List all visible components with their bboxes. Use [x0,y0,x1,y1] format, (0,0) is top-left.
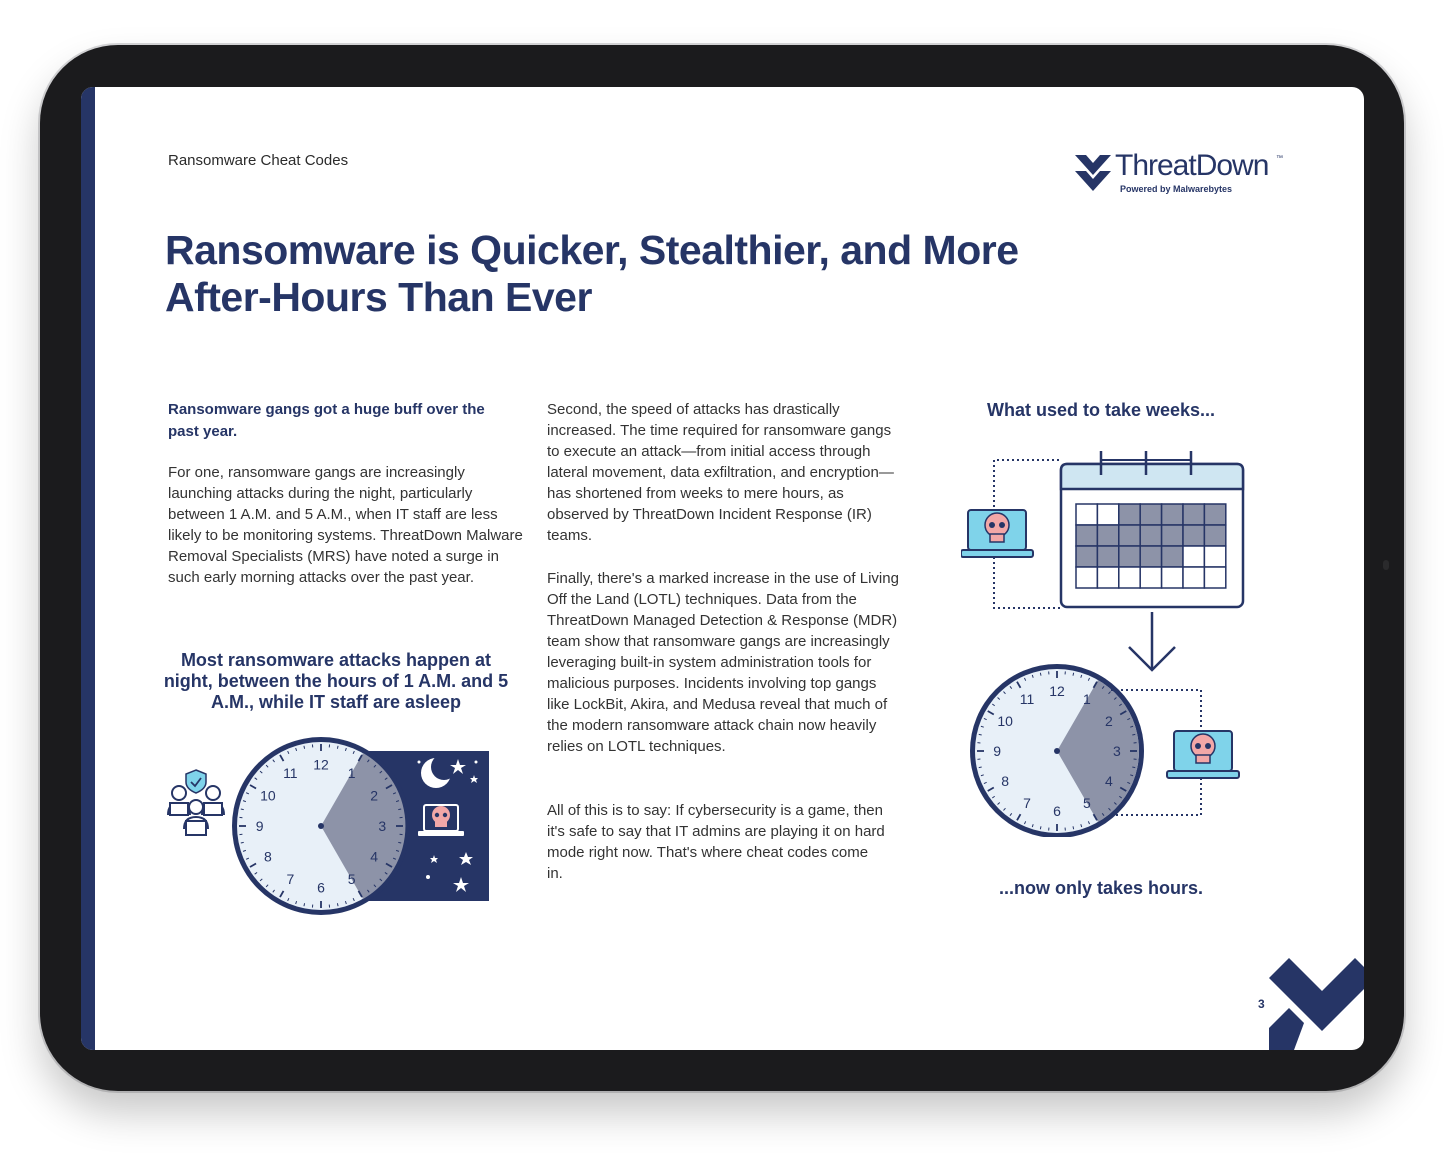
hours-label: ...now only takes hours. [998,878,1204,898]
logo-trademark: ™ [1276,155,1283,162]
shield-check-icon [186,770,206,793]
calendar-day-cell [1119,567,1140,588]
calendar-day-cell [1076,567,1097,588]
calendar-day-cell [1183,546,1204,567]
column1-lead: Ransomware gangs got a huge buff over the past year. [168,401,485,440]
calendar-day-cell [1162,525,1183,546]
clock-number: 11 [1019,691,1035,708]
calendar-day-cell [1119,504,1140,525]
clock-number: 5 [347,871,356,888]
calendar-day-cell [1204,504,1225,525]
clock-number: 12 [313,756,329,773]
clock-number: 9 [255,818,264,835]
clock-number: 4 [370,848,379,865]
doc-label: Ransomware Cheat Codes [168,152,349,169]
calendar-day-cell [1162,546,1183,567]
tablet-side-button [1383,560,1389,570]
down-arrow-icon [1129,612,1175,670]
speed-figure [961,447,1251,837]
column1-body: For one, ransomware gangs are increasingly launching attacks during the night, particularly between 1 A.M. and 5 A.M., when IT staff are less likely to be monitoring systems. ThreatDown Malware Removal Specialists (MRS) have noted a surge in such early morning attacks over the past year. [168,464,523,586]
clock-number: 3 [1112,743,1121,760]
column2-paragraph-2: Finally, there's a marked increase in the use of Living Off the Land (LOTL) techniques. Data from the ThreatDown Managed Detection & Response (MDR) team show that ransomware gangs are increasingly leveraging built-in system administration tools for malicious purposes. Incidents involving top gangs like LockBit, Akira, and Medusa reveal that much of the modern ransomware attack chain now heavily relies on LOTL techniques. [547,570,899,755]
infected-laptop-icon [418,805,464,836]
infected-laptop-icon-bottom [1167,731,1239,778]
clock-number: 1 [1083,691,1091,708]
clock-number: 5 [1083,794,1091,811]
clock-number: 10 [260,787,276,804]
calendar-day-cell [1097,504,1118,525]
night-figure-heading: Most ransomware attacks happen at night, between the hours of 1 A.M. and 5 A.M., while IT staff are asleep [163,650,509,712]
column2-paragraph-1: Second, the speed of attacks has drastically increased. The time required for ransomware gangs to execute an attack—from initial access through lateral movement, data exfiltration, and encryption—has shortened from weeks to mere hours, as observed by ThreatDown Incident Response (IR) teams. [547,401,894,544]
calendar-day-cell [1204,525,1225,546]
clock-number: 4 [1104,772,1113,789]
clock-number: 1 [347,764,356,781]
document-page [81,87,1364,1050]
clock-number: 8 [1001,772,1010,789]
clock-number: 10 [997,713,1013,730]
clock-number: 11 [283,764,298,781]
logo-tagline: Powered by Malwarebytes [1120,184,1233,194]
calendar-day-cell [1183,567,1204,588]
calendar-day-cell [1140,525,1161,546]
clock-number: 7 [1023,794,1031,811]
clock-number: 6 [1053,802,1061,819]
clock-number: 3 [378,818,387,835]
page-number: 3 [1258,997,1265,1011]
calendar-day-cell [1140,567,1161,588]
clock-number: 7 [286,871,295,888]
logo-chevron-icon [1073,153,1113,195]
page-accent-bar [81,87,95,1050]
calendar-day-cell [1140,546,1161,567]
weeks-label: What used to take weeks... [986,400,1216,420]
clock-number: 2 [370,787,379,804]
threatdown-logo [1073,149,1293,197]
calendar-day-cell [1076,504,1097,525]
night-clock-center [318,823,324,829]
corner-chevron-icon [1264,958,1364,1050]
calendar-day-cell [1097,567,1118,588]
logo-wordmark: ThreatDown [1115,149,1269,182]
night-attack-figure [166,737,496,917]
clock-number: 2 [1104,713,1113,730]
calendar-day-cell [1183,525,1204,546]
calendar-connector [994,460,1061,517]
calendar-day-cell [1204,546,1225,567]
calendar-day-cell [1162,567,1183,588]
clock-number: 6 [317,879,325,896]
clock-number: 12 [1049,683,1065,700]
calendar-day-cell [1097,525,1118,546]
calendar-day-cell [1140,504,1161,525]
calendar-day-cell [1162,504,1183,525]
calendar-icon [1061,451,1243,607]
infected-laptop-icon-top [961,510,1033,557]
calendar-day-cell [1097,546,1118,567]
calendar-day-cell [1119,546,1140,567]
clock-number: 8 [263,848,272,865]
hours-clock-center [1054,748,1060,754]
clock-number: 9 [993,743,1002,760]
calendar-day-cell [1183,504,1204,525]
column2-paragraph-3: All of this is to say: If cybersecurity is a game, then it's safe to say that IT admins are playing it on hard mode right now. That's where cheat codes come in. [547,802,885,882]
calendar-day-cell [1076,546,1097,567]
calendar-day-cell [1119,525,1140,546]
calendar-day-cell [1076,525,1097,546]
calendar-grid [1076,504,1226,588]
page-title: Ransomware is Quicker, Stealthier, and More After-Hours Than Ever [165,227,1019,320]
calendar-day-cell [1204,567,1225,588]
